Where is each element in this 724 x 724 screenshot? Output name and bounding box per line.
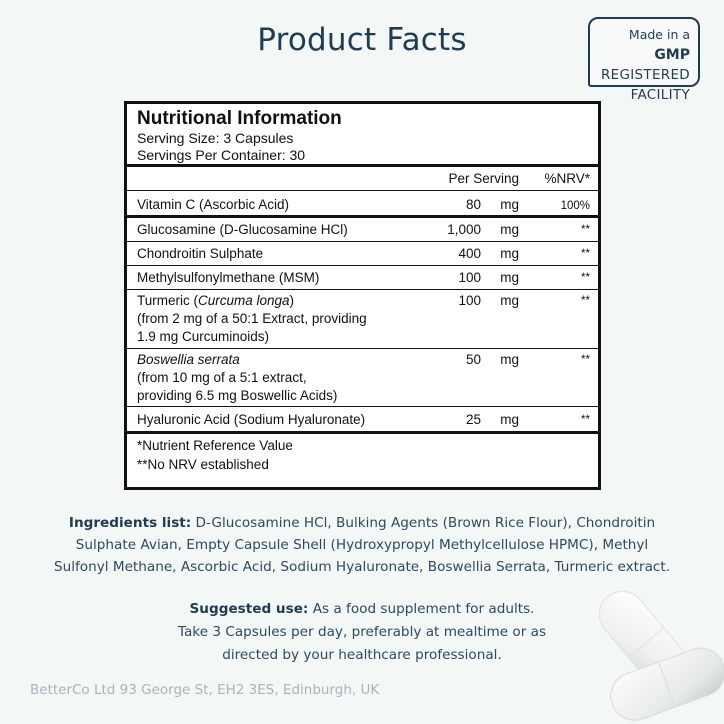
servings-per-container: Servings Per Container: 30: [137, 147, 306, 163]
nutrient-name-suffix: ): [289, 293, 295, 308]
gmp-badge-registered: REGISTERED: [600, 67, 690, 83]
nutrient-detail: (from 10 mg of a 5:1 extract,: [137, 370, 307, 385]
table-row: [127, 290, 598, 349]
capsules-image: [548, 562, 724, 724]
col-nrv: %NRV*: [544, 171, 590, 186]
nutrient-amount: 50: [465, 352, 481, 367]
gmp-badge-facility: FACILITY: [630, 87, 690, 103]
nutrient-nrv: **: [581, 414, 590, 426]
page-title: Product Facts: [257, 22, 467, 58]
nutrient-unit: mg: [500, 222, 519, 237]
nutrient-detail: (from 2 mg of a 50:1 Extract, providing: [137, 311, 367, 326]
nutrition-footnotes: [127, 434, 598, 476]
nutrient-unit: mg: [500, 293, 519, 308]
nutrient-name: [137, 292, 427, 310]
nutrient-name-prefix: Turmeric (: [137, 293, 198, 308]
nutrition-heading: Nutritional Information: [137, 108, 342, 129]
nutrient-unit: mg: [500, 246, 519, 261]
footnote-no-nrv: **No NRV established: [137, 457, 269, 472]
gmp-badge-prefix: Made in a: [628, 27, 690, 42]
nutrition-header: [127, 104, 598, 167]
table-row: [127, 349, 598, 407]
nutrient-amount: 25: [465, 412, 481, 427]
nutrient-amount: 100: [458, 293, 481, 308]
column-header-row: [127, 167, 598, 191]
serving-size: Serving Size: 3 Capsules: [137, 130, 294, 146]
nutrient-detail: 1.9 mg Curcuminoids): [137, 329, 270, 344]
gmp-badge-gmp: GMP: [654, 47, 690, 63]
company-address: BetterCo Ltd 93 George St, EH2 3ES, Edinburgh, UK: [30, 682, 380, 698]
table-row: [127, 191, 598, 218]
ingredients-text: Sulphate Avian, Empty Capsule Shell (Hydroxypropyl Methylcellulose HPMC), Methyl: [75, 537, 649, 553]
table-row: [127, 266, 598, 290]
nutrient-amount: 1,000: [447, 222, 481, 237]
nutrient-name: [137, 351, 427, 369]
table-row: [127, 218, 598, 242]
nutrient-unit: mg: [500, 412, 519, 427]
suggested-use-text: Take 3 Capsules per day, preferably at mealtime or as: [177, 624, 547, 640]
nutrient-nrv: **: [581, 272, 590, 284]
nutrient-name: Methylsulfonylmethane (MSM): [137, 270, 320, 285]
nutrient-name: Chondroitin Sulphate: [137, 246, 264, 261]
ingredients-text: D-Glucosamine HCl, Bulking Agents (Brown Rice Flour), Chondroitin: [191, 515, 656, 531]
nutrient-amount: 100: [458, 270, 481, 285]
nutrient-nrv: **: [581, 224, 590, 236]
nutrient-name: Hyaluronic Acid (Sodium Hyaluronate): [137, 412, 366, 427]
ingredients-label: Ingredients list:: [68, 515, 192, 531]
nutrient-amount: 400: [458, 246, 481, 261]
footnote-nrv: *Nutrient Reference Value: [137, 438, 293, 453]
nutrient-unit: mg: [500, 270, 519, 285]
nutrient-amount: 80: [465, 197, 481, 212]
nutrient-unit: mg: [500, 352, 519, 367]
nutrient-nrv: **: [581, 354, 590, 366]
nutrient-name: Glucosamine (D-Glucosamine HCl): [137, 222, 348, 237]
table-row: [127, 407, 598, 434]
gmp-badge: [588, 17, 700, 103]
table-row: [127, 242, 598, 266]
nutrient-name: Vitamin C (Ascorbic Acid): [137, 197, 290, 212]
ingredients-text: Sulfonyl Methane, Ascorbic Acid, Sodium Hyaluronate, Boswellia Serrata, Turmeric extract.: [53, 559, 671, 575]
suggested-use-text: As a food supplement for adults.: [308, 601, 535, 617]
nutrition-panel: [124, 101, 601, 490]
nutrient-latin-name: Boswellia serrata: [137, 352, 240, 367]
nutrient-latin-name: Curcuma longa: [198, 293, 290, 308]
nutrient-nrv: **: [581, 295, 590, 307]
col-per-serving: Per Serving: [448, 171, 519, 186]
nutrient-unit: mg: [500, 197, 519, 212]
suggested-use-text: directed by your healthcare professional.: [222, 647, 502, 663]
suggested-use: [140, 598, 584, 667]
nutrient-detail: providing 6.5 mg Boswellic Acids): [137, 388, 338, 403]
suggested-use-label: Suggested use:: [189, 601, 309, 617]
nutrient-nrv: **: [581, 248, 590, 260]
nutrient-nrv: 100%: [560, 200, 590, 212]
